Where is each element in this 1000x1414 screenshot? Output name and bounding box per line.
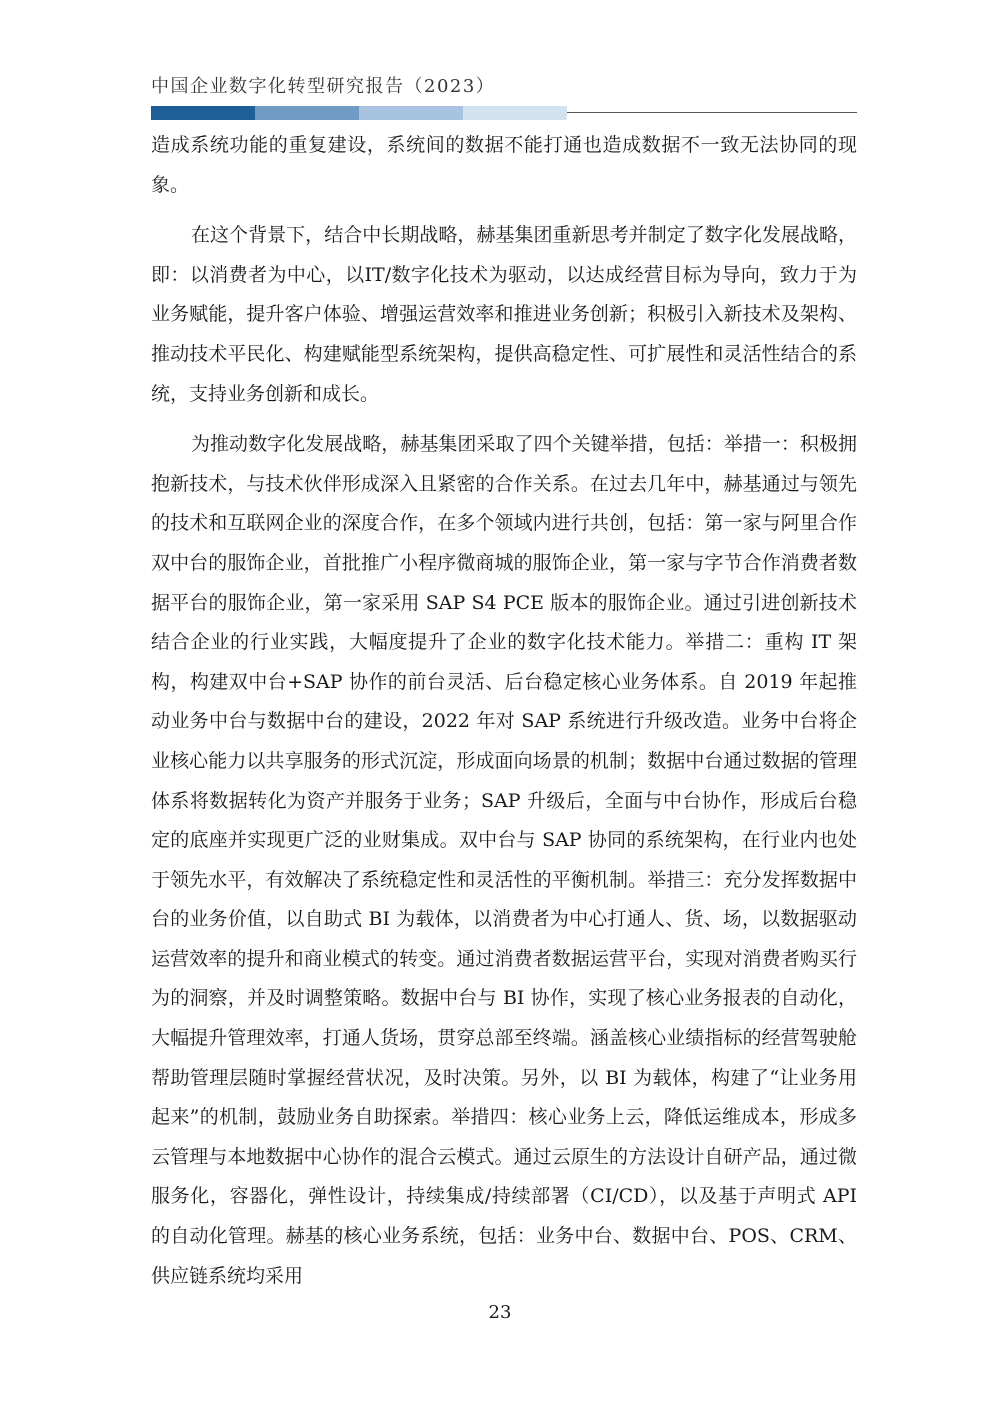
header-bar-segment (359, 106, 463, 120)
paragraph-key-measures: 为推动数字化发展战略，赫基集团采取了四个关键举措，包括：举措一：积极拥抱新技术，与技术伙伴形成深入且紧密的合作关系。在过去几年中，赫基通过与领先的技术和互联网企业的深度合作，在多个领域内进行共创，包括：第一家与阿里合作双中台的服饰企业，首批推广小程序微商城的服饰企业，第一家与字节合作消费者数据平台的服饰企业，第一家采用 SAP S4 PCE 版本的服饰企业。通过引进创新技术结合企业的行业实践，大幅度提升了企业的数字化技术能力。举措二：重构 IT 架构，构建双中台+SAP 协作的前台灵活、后台稳定核心业务体系。自 2019 年起推动业务中台与数据中台的建设，2022 年对 SAP 系统进行升级改造。业务中台将企业核心能力以共享服务的形式沉淀，形成面向场景的机制；数据中台通过数据的管理体系将数据转化为资产并服务于业务；SAP 升级后，全面与中台协作，形成后台稳定的底座并实现更广泛的业财集成。双中台与 SAP 协同的系统架构，在行业内也处于领先水平，有效解决了系统稳定性和灵活性的平衡机制。举措三：充分发挥数据中台的业务价值，以自助式 BI 为载体，以消费者为中心打通人、货、场，以数据驱动运营效率的提升和商业模式的转变。通过消费者数据运营平台，实现对消费者购买行为的洞察，并及时调整策略。数据中台与 BI 协作，实现了核心业务报表的自动化，大幅提升管理效率，打通人货场，贯穿总部至终端。涵盖核心业绩指标的经营驾驶舱帮助管理层随时掌握经营状况，及时决策。另外，以 BI 为载体，构建了“让业务用起来”的机制，鼓励业务自助探索。举措四：核心业务上云，降低运维成本，形成多云管理与本地数据中心协作的混合云模式。通过云原生的方法设计自研产品，通过微服务化，容器化，弹性设计，持续集成/持续部署（CI/CD），以及基于声明式 API 的自动化管理。赫基的核心业务系统，包括：业务中台、数据中台、POS、CRM、供应链系统均采用 (151, 433, 857, 1287)
header-bar-segment (463, 106, 567, 120)
header-bar-segment (151, 106, 255, 120)
header-bar-segment (255, 106, 359, 120)
running-header-title: 中国企业数字化转型研究报告（2023） (151, 76, 496, 97)
header-color-bar (151, 106, 567, 120)
paragraph-strategy: 在这个背景下，结合中长期战略，赫基集团重新思考并制定了数字化发展战略，即：以消费者为中心，以IT/数字化技术为驱动，以达成经营目标为导向，致力于为业务赋能，提升客户体验、增强运营效率和推进业务创新；积极引入新技术及架构、推动技术平民化、构建赋能型系统架构，提供高稳定性、可扩展性和灵活性结合的系统，支持业务创新和成长。 (151, 224, 857, 405)
page-number: 23 (488, 1302, 512, 1323)
header-rule (567, 112, 857, 113)
paragraph-continued: 造成系统功能的重复建设，系统间的数据不能打通也造成数据不一致无法协同的现象。 (151, 134, 857, 196)
body-text (151, 126, 857, 1296)
